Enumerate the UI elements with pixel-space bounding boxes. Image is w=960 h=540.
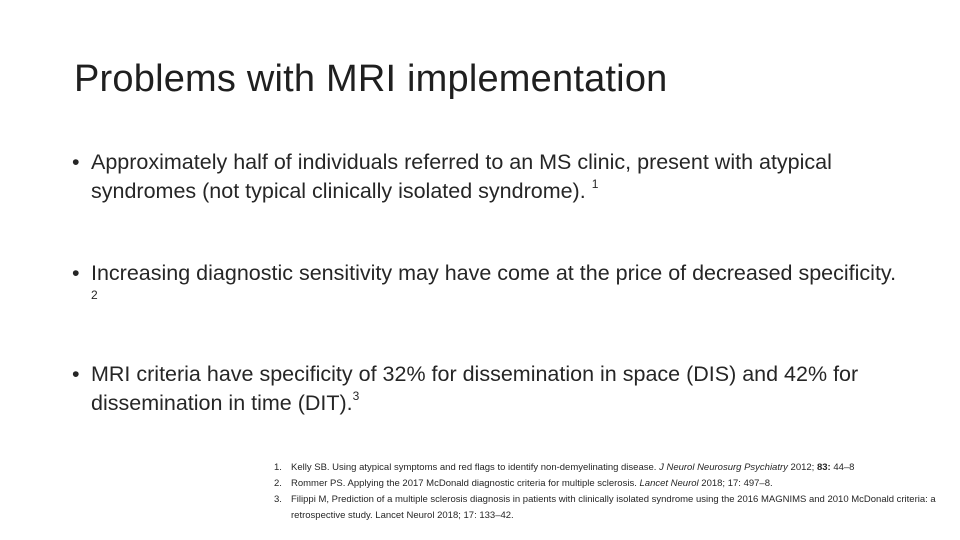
reference-journal: J Neurol Neurosurg Psychiatry — [659, 462, 788, 473]
bullet-body: Approximately half of individuals referred to an MS clinic, present with atypical syndromes (not typical clinically isolated syndrome). — [91, 150, 832, 203]
bullet-body: Increasing diagnostic sensitivity may have come at the price of decreased specificity. — [91, 261, 897, 285]
reference-number: 1. — [274, 462, 282, 473]
reference-list — [274, 460, 944, 524]
reference-marker: 2 — [91, 287, 98, 302]
reference-text: Rommer PS. Applying the 2017 McDonald diagnostic criteria for multiple sclerosis. — [291, 478, 637, 489]
reference-year: 2018; — [701, 478, 726, 489]
reference-journal: Lancet Neurol — [639, 478, 699, 489]
reference-marker: 3 — [352, 388, 360, 403]
slide-title: Problems with MRI implementation — [74, 58, 668, 100]
reference-volume: 83: — [816, 462, 831, 473]
reference-text: Kelly SB. Using atypical symptoms and red flags to identify non-demyelinating disease. — [291, 462, 657, 473]
bullet-item — [72, 259, 902, 317]
bullet-item — [72, 148, 902, 206]
reference-text: Filippi M, Prediction of a multiple sclerosis diagnosis in patients with clinically isolated syndrome using the 2016 MAGNIMS and 2010 McDonald criteria: a retrospective study. Lancet Neurol 2018; 17: 133–42. — [291, 494, 936, 521]
bullet-text — [91, 148, 902, 206]
reference-item — [274, 476, 944, 492]
bullet-marker: • — [72, 150, 80, 174]
bullet-body: MRI criteria have specificity of 32% for dissemination in space (DIS) and 42% for dissemination in time (DIT). — [91, 362, 859, 415]
reference-item — [274, 460, 944, 476]
reference-volume: 17: — [727, 478, 741, 489]
reference-number: 2. — [274, 478, 282, 489]
bullet-text — [91, 360, 902, 418]
bullet-item — [72, 360, 902, 418]
reference-item — [274, 492, 944, 524]
reference-marker: 1 — [591, 176, 599, 191]
reference-pages: 497–8. — [743, 478, 773, 489]
reference-year: 2012; — [790, 462, 815, 473]
reference-pages: 44–8 — [833, 462, 855, 473]
reference-number: 3. — [274, 494, 282, 505]
bullet-marker: • — [72, 261, 80, 285]
bullet-text — [91, 259, 902, 317]
bullet-marker: • — [72, 362, 80, 386]
